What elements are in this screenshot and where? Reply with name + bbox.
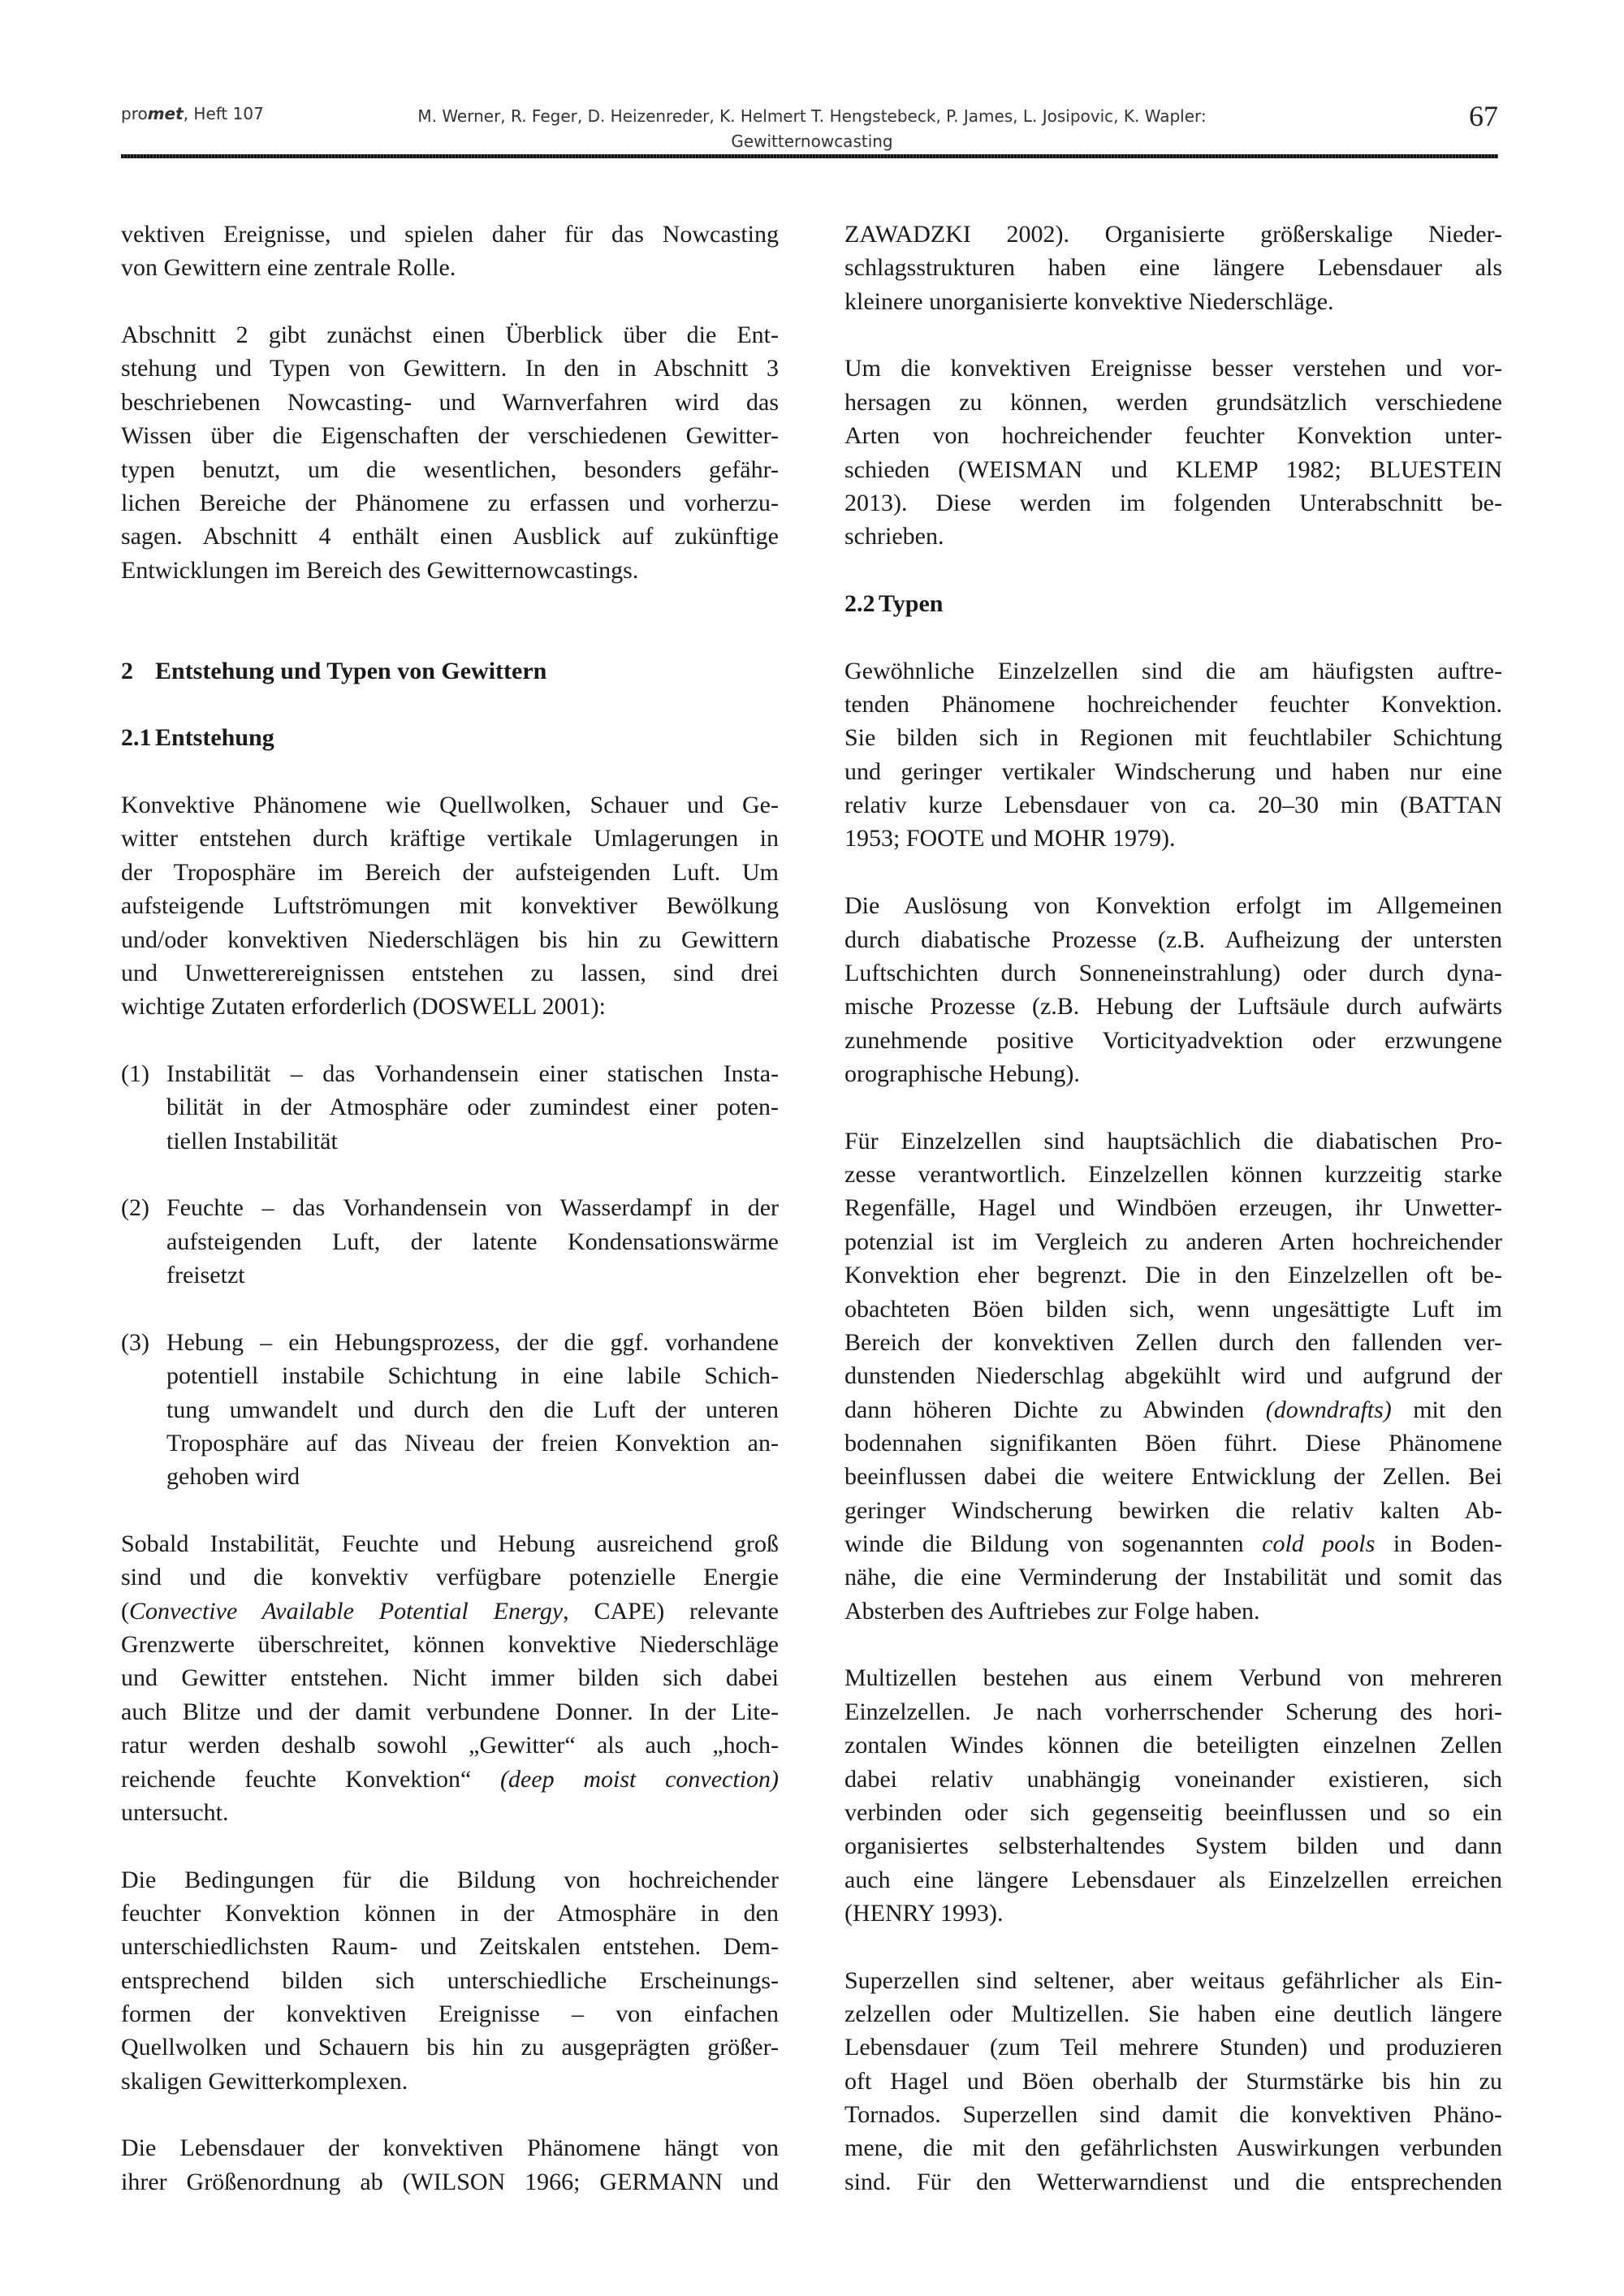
text-line: freisetzt — [166, 1262, 245, 1289]
text-line: und Unwetterereignissen entstehen zu lassen, sind drei — [121, 959, 779, 986]
heading-text: Typen — [879, 589, 944, 617]
text-line: schlagsstrukturen haben eine längere Lebensdauer als — [844, 254, 1502, 282]
heading-number: 2 — [121, 657, 133, 684]
text-line: relativ kurze Lebensdauer von ca. 20–30 min (BATTAN — [844, 792, 1502, 819]
text-line: potentiell instabile Schichtung in eine labile Schich- — [166, 1362, 779, 1390]
text-line: dunstenden Niederschlag abgekühlt wird und aufgrund der — [844, 1362, 1502, 1390]
text-line: entsprechend bilden sich unterschiedliche Erscheinungs- — [121, 1966, 779, 1994]
text-line: feuchter Konvektion können in der Atmosphäre in den — [121, 1899, 779, 1927]
text-line: Multizellen bestehen aus einem Verbund von mehreren — [844, 1664, 1502, 1692]
text-line: Sie bilden sich in Regionen mit feuchtlabiler Schichtung — [844, 724, 1502, 752]
article-title: Gewitternowcasting — [731, 132, 893, 151]
header-rule — [121, 154, 1498, 158]
journal-name-prefix: pro — [121, 104, 148, 123]
text-line: lichen Bereiche der Phänomene zu erfassen und vorherzu- — [121, 489, 779, 516]
text-line: witter entstehen durch kräftige vertikale Umlagerungen in — [121, 825, 779, 852]
text-line: Arten von hochreichender feuchter Konvektion unter- — [844, 422, 1502, 450]
text-line: sind. Für den Wetterwarndienst und die entsprechenden — [844, 2168, 1502, 2195]
text-line: durch diabatische Prozesse (z.B. Aufheizung der untersten — [844, 926, 1502, 953]
text-line: Tornados. Superzellen sind damit die konvektiven Phäno- — [844, 2101, 1502, 2129]
section-heading — [121, 654, 779, 688]
paragraph — [121, 1863, 779, 2099]
text-line: Troposphäre auf das Niveau der freien Konvektion an- — [166, 1429, 779, 1457]
text-line: ihrer Größenordnung ab (WILSON 1966; GERMANN und — [121, 2168, 779, 2195]
list-item-label: (2) — [121, 1194, 149, 1222]
text-line: Quellwolken und Schauern bis hin zu ausgeprägten größer- — [121, 2034, 779, 2061]
authors: M. Werner, R. Feger, D. Heizenreder, K. Helmert T. Hengstebeck, P. James, L. Josipovic, K. Wapler: — [417, 106, 1207, 126]
text-line: Konvektive Phänomene wie Quellwolken, Schauer und Ge- — [121, 792, 779, 819]
text-line: formen der konvektiven Ereignisse – von einfachen — [121, 2000, 779, 2028]
text-line: beeinflussen dabei die weitere Entwicklung der Zellen. Bei — [844, 1463, 1502, 1491]
text-line: (HENRY 1993). — [844, 1899, 1004, 1927]
text-line: tung umwandelt und durch den die Luft der unteren — [166, 1396, 779, 1423]
list-item — [121, 1057, 779, 1158]
text-line: geringer Windscherung bewirken die relativ kalten Ab- — [844, 1496, 1502, 1524]
running-header — [325, 104, 1299, 154]
text-line: Bereich der konvektiven Zellen durch den fallenden ver- — [844, 1328, 1502, 1356]
journal-issue — [121, 104, 264, 123]
text-line: zunehmende positive Vorticityadvektion oder erzwungene — [844, 1026, 1502, 1054]
page-number: 67 — [1469, 100, 1498, 132]
text-line: Regenfälle, Hagel und Windböen erzeugen, ihr Unwetter- — [844, 1194, 1502, 1222]
text-line: Luftschichten durch Sonneneinstrahlung) oder durch dyna- — [844, 959, 1502, 986]
text-line: Instabilität – das Vorhandensein einer statischen Insta- — [166, 1060, 779, 1087]
text-line: untersucht. — [121, 1798, 229, 1826]
text-line: organisiertes selbsterhaltendes System bilden und dann — [844, 1832, 1502, 1860]
paragraph — [121, 2131, 779, 2199]
text-line: und/oder konvektiven Niederschlägen bis hin zu Gewittern — [121, 926, 779, 953]
text-line: sind und die konvektiv verfügbare potenzielle Energie — [121, 1564, 779, 1591]
text-line: tenden Phänomene hochreichender feuchter Konvektion. — [844, 691, 1502, 719]
text-line: beschriebenen Nowcasting- und Warnverfahren wird das — [121, 388, 779, 416]
text-line: dabei relativ unabhängig voneinander existieren, sich — [844, 1765, 1502, 1793]
paragraph — [844, 654, 1502, 856]
text-line: oft Hagel und Böen oberhalb der Sturmstärke bis hin zu — [844, 2067, 1502, 2095]
text-line: schrieben. — [844, 523, 944, 550]
text-line: kleinere unorganisierte konvektive Niederschläge. — [844, 287, 1334, 315]
list-item-label: (1) — [121, 1060, 149, 1087]
text-line: zelzellen oder Multizellen. Sie haben eine deutlich längere — [844, 2000, 1502, 2028]
paragraph — [844, 1661, 1502, 1930]
text-line: der Troposphäre im Bereich der aufsteigenden Luft. Um — [121, 858, 779, 886]
paragraph — [844, 1124, 1502, 1628]
text-line: Absterben des Auftriebes zur Folge haben. — [844, 1597, 1260, 1625]
paragraph — [844, 218, 1502, 318]
text-line: verbinden oder sich gegenseitig beeinflussen und so ein — [844, 1798, 1502, 1826]
italic-text: cold pools — [1262, 1530, 1376, 1558]
text-line — [844, 1393, 1502, 1426]
text-line: potenzial ist im Vergleich zu anderen Arten hochreichender — [844, 1228, 1502, 1255]
paragraph — [121, 218, 779, 285]
heading-text: Entstehung — [155, 724, 274, 752]
text-line: wichtige Zutaten erforderlich (DOSWELL 2001): — [121, 993, 607, 1021]
text-line: sagen. Abschnitt 4 enthält einen Ausblick auf zukünftige — [121, 523, 779, 550]
text-line: auch eine längere Lebensdauer als Einzelzellen erreichen — [844, 1866, 1502, 1893]
text-line: Die Bedingungen für die Bildung von hochreichender — [121, 1866, 779, 1893]
text-line: 2013). Diese werden im folgenden Unterabschnitt be- — [844, 489, 1502, 516]
text-line: Einzelzellen. Je nach vorherrschender Scherung des hori- — [844, 1698, 1502, 1725]
heading-number: 2.1 — [121, 724, 152, 752]
text-line: orographische Hebung). — [844, 1060, 1080, 1087]
text-span: ( — [121, 1597, 129, 1625]
text-line: Die Auslösung von Konvektion erfolgt im Allgemeinen — [844, 892, 1502, 920]
text-line — [844, 1527, 1502, 1560]
text-line: skaligen Gewitterkomplexen. — [121, 2067, 408, 2095]
text-span: dann höheren Dichte zu Abwinden — [844, 1396, 1266, 1423]
text-line: aufsteigende Luftströmungen mit konvektiver Bewölkung — [121, 892, 779, 920]
text-line: auch Blitze und der damit verbundene Donner. In der Lite- — [121, 1698, 779, 1725]
text-line — [121, 1763, 779, 1796]
paragraph — [844, 352, 1502, 553]
left-column — [121, 218, 779, 2199]
text-line: Konvektion eher begrenzt. Die in den Einzelzellen oft be- — [844, 1262, 1502, 1289]
text-span: , CAPE) relevante — [563, 1597, 779, 1625]
italic-text: (deep moist convection) — [500, 1765, 779, 1793]
text-line: Feuchte – das Vorhandensein von Wasserdampf in der — [166, 1194, 779, 1222]
text-line: Wissen über die Eigenschaften der verschiedenen Gewitter- — [121, 422, 779, 450]
list-item — [121, 1326, 779, 1494]
text-line: von Gewittern eine zentrale Rolle. — [121, 254, 456, 282]
text-line: mische Prozesse (z.B. Hebung der Luftsäule durch aufwärts — [844, 993, 1502, 1021]
text-line: 1953; FOOTE und MOHR 1979). — [844, 825, 1176, 852]
text-line: Grenzwerte überschreitet, können konvektive Niederschläge — [121, 1631, 779, 1659]
text-line: mene, die mit den gefährlichsten Auswirkungen verbunden — [844, 2134, 1502, 2162]
text-line: Entwicklungen im Bereich des Gewitternowcastings. — [121, 556, 639, 584]
text-line: und Gewitter entstehen. Nicht immer bilden sich dabei — [121, 1664, 779, 1692]
heading-number: 2.2 — [844, 589, 875, 617]
text-line: Superzellen sind seltener, aber weitaus gefährlicher als Ein- — [844, 1966, 1502, 1994]
text-line: vektiven Ereignisse, und spielen daher für das Nowcasting — [121, 221, 779, 248]
issue-number: , Heft 107 — [183, 104, 264, 123]
text-line: nähe, die eine Verminderung der Instabilität und somit das — [844, 1564, 1502, 1591]
paragraph — [844, 1964, 1502, 2199]
paragraph — [844, 889, 1502, 1090]
text-line: hersagen zu können, werden grundsätzlich verschiedene — [844, 388, 1502, 416]
text-line: gehoben wird — [166, 1463, 300, 1491]
text-line: ratur werden deshalb sowohl „Gewitter“ als auch „hoch- — [121, 1732, 779, 1759]
text-span: winde die Bildung von sogenannten — [844, 1530, 1263, 1558]
text-line: bilität in der Atmosphäre oder zumindest einer poten- — [166, 1094, 779, 1121]
text-line: Hebung – ein Hebungsprozess, der die ggf. vorhandene — [166, 1328, 779, 1356]
list-item-label: (3) — [121, 1328, 149, 1356]
text-line — [121, 1595, 779, 1628]
text-line: Lebensdauer (zum Teil mehrere Stunden) und produzieren — [844, 2034, 1502, 2061]
italic-text: (downdrafts) — [1265, 1396, 1392, 1423]
subsection-heading — [844, 587, 1502, 620]
paragraph — [121, 318, 779, 587]
paragraph — [121, 1527, 779, 1829]
text-line: unterschiedlichsten Raum- und Zeitskalen entstehen. Dem- — [121, 1933, 779, 1961]
text-line: typen benutzt, um die wesentlichen, besonders gefähr- — [121, 455, 779, 483]
paragraph — [121, 788, 779, 1024]
text-span: reichende feuchte Konvektion“ — [121, 1765, 500, 1793]
text-line: Die Lebensdauer der konvektiven Phänomene hängt von — [121, 2134, 779, 2162]
text-line: bodennahen signifikanten Böen führt. Diese Phänomene — [844, 1429, 1502, 1457]
text-line: Für Einzelzellen sind hauptsächlich die diabatischen Pro- — [844, 1127, 1502, 1154]
text-line: zesse verantwortlich. Einzelzellen können kurzzeitig starke — [844, 1161, 1502, 1189]
text-line: Sobald Instabilität, Feuchte und Hebung ausreichend groß — [121, 1530, 779, 1558]
heading-text: Entstehung und Typen von Gewittern — [155, 657, 547, 684]
text-span: in Boden- — [1375, 1530, 1502, 1558]
text-line: Gewöhnliche Einzelzellen sind die am häufigsten auftre- — [844, 657, 1502, 684]
text-line: tiellen Instabilität — [166, 1127, 338, 1154]
text-line: Abschnitt 2 gibt zunächst einen Überblick über die Ent- — [121, 322, 779, 349]
text-line: ZAWADZKI 2002). Organisierte größerskalige Nieder- — [844, 221, 1502, 248]
subsection-heading — [121, 721, 779, 754]
text-line: Um die konvektiven Ereignisse besser verstehen und vor- — [844, 355, 1502, 382]
journal-name-bold: met — [147, 104, 184, 123]
list-item — [121, 1191, 779, 1292]
text-line: zontalen Windes können die beteiligten einzelnen Zellen — [844, 1732, 1502, 1759]
text-line: und geringer vertikaler Windscherung und haben nur eine — [844, 757, 1502, 785]
text-span: mit den — [1391, 1396, 1502, 1423]
text-line: stehung und Typen von Gewittern. In den in Abschnitt 3 — [121, 355, 779, 382]
text-line: aufsteigenden Luft, der latente Kondensationswärme — [166, 1228, 779, 1255]
text-line: schieden (WEISMAN und KLEMP 1982; BLUESTEIN — [844, 455, 1502, 483]
italic-text: Convective Available Potential Energy — [129, 1597, 564, 1625]
right-column — [844, 218, 1502, 2199]
text-line: obachteten Böen bilden sich, wenn ungesättigte Luft im — [844, 1295, 1502, 1323]
